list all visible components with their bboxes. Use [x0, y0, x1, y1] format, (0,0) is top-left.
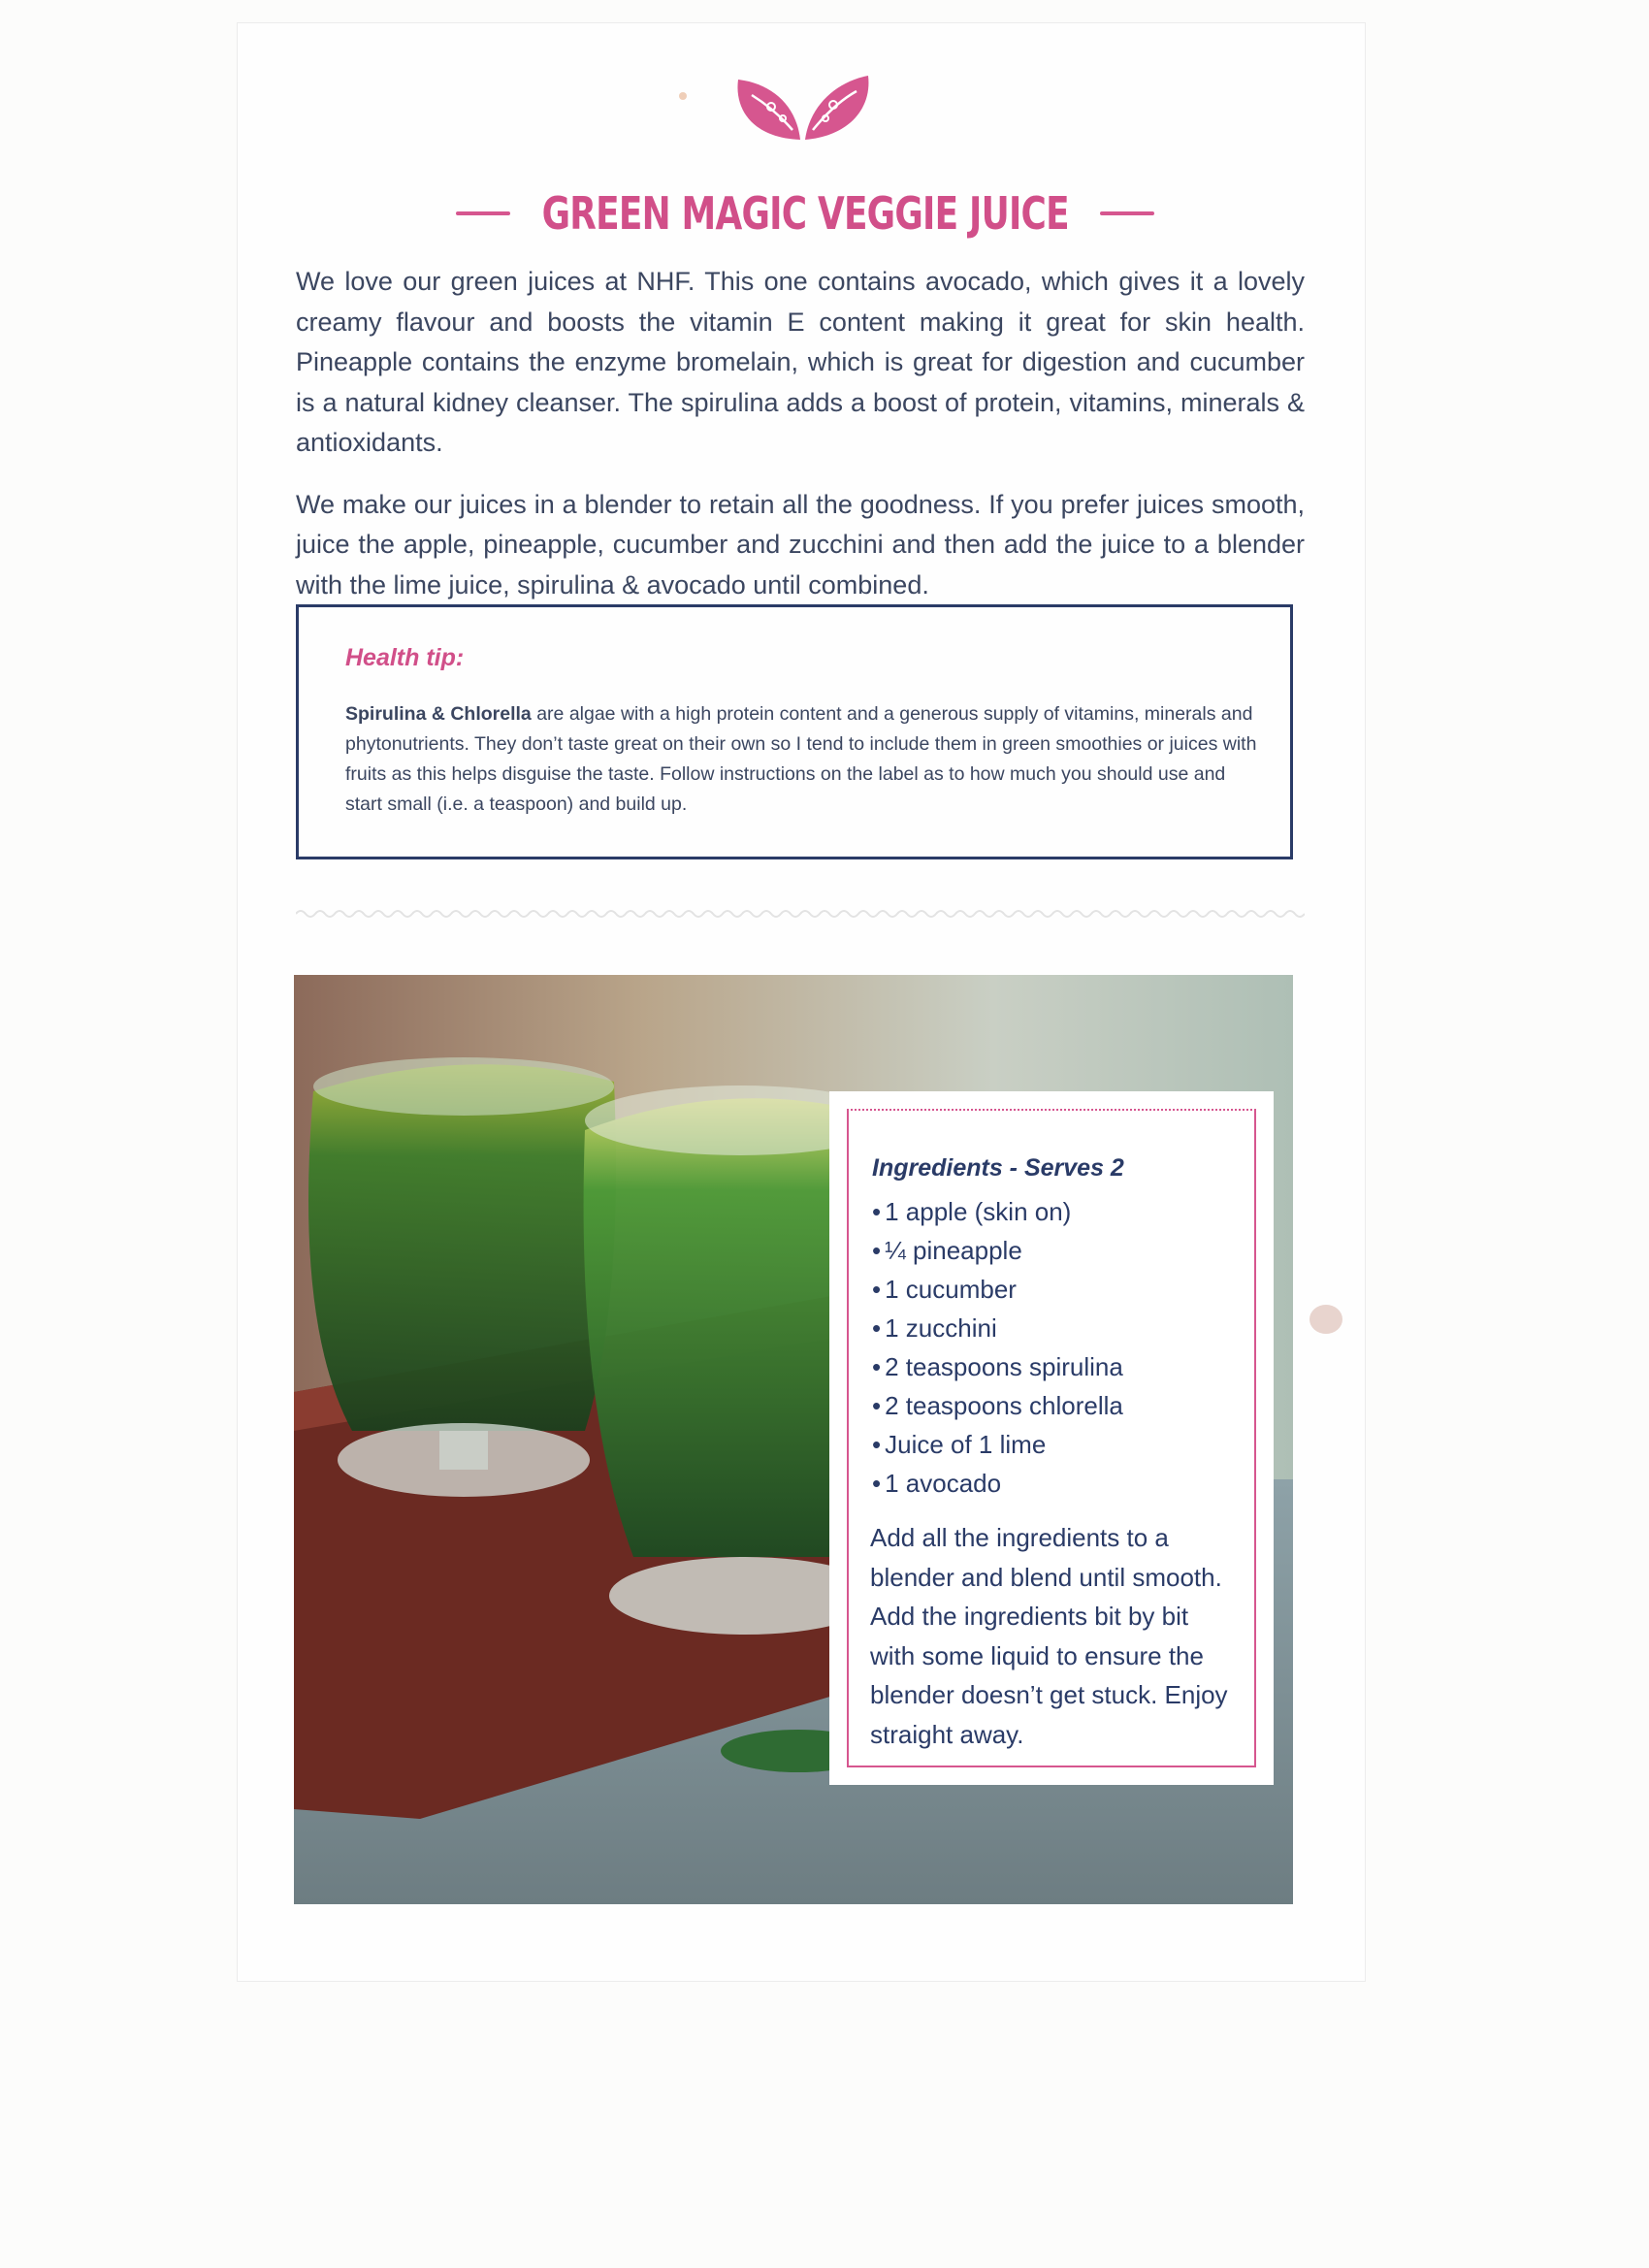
- title-dash-right: [1100, 211, 1154, 215]
- intro-text: [296, 262, 1305, 627]
- recipe-card: [829, 1091, 1274, 1785]
- health-tip-bold-lead: Spirulina & Chlorella: [345, 703, 532, 725]
- ingredient-item: • 1 zucchini: [872, 1309, 1123, 1347]
- health-tip-box: [296, 604, 1293, 859]
- ingredient-item: • 1 apple (skin on): [872, 1192, 1123, 1231]
- ingredient-item: • Juice of 1 lime: [872, 1425, 1123, 1464]
- leaves-icon: [732, 70, 873, 143]
- intro-paragraph-1: We love our green juices at NHF. This one contains avocado, which gives it a lovely creamy flavour and boosts the vitamin E content making it great for skin health. Pineapple contains the enzyme bromelain, which is great for digestion and cucumber is a natural kidney cleanser. The spirulina adds a boost of protein, vitamins, minerals & antioxidants.: [296, 267, 1305, 457]
- health-tip-text: [345, 699, 1257, 820]
- paper-smudge: [679, 92, 687, 100]
- paper-smudge: [1310, 1305, 1342, 1334]
- ingredient-item: • ¼ pineapple: [872, 1231, 1123, 1270]
- ingredient-item: • 2 teaspoons chlorella: [872, 1386, 1123, 1425]
- health-tip-title: Health tip:: [345, 644, 465, 671]
- ingredient-item: • 1 cucumber: [872, 1270, 1123, 1309]
- recipe-title: GREEN MAGIC VEGGIE JUICE: [541, 187, 1069, 240]
- method-text: Add all the ingredients to a blender and blend until smooth. Add the ingredients bit by bit with some liquid to ensure the blender doesn’t get stuck. Enjoy straight away.: [870, 1523, 1228, 1749]
- ingredient-item: • 2 teaspoons spirulina: [872, 1347, 1123, 1386]
- ingredients-list: [872, 1192, 1123, 1503]
- ingredients-heading: Ingredients - Serves 2: [872, 1154, 1124, 1182]
- title-row: [456, 179, 1154, 247]
- title-dash-left: [456, 211, 510, 215]
- ingredient-item: • 1 avocado: [872, 1464, 1123, 1503]
- health-tip-body: are algae with a high protein content and a generous supply of vitamins, minerals and phytonutrients. They don’t taste great on their own so I tend to include them in green smoothies or juices with fruits as this helps disguise the taste. Follow instructions on the label as to how much you should use and start small (i.e. a teaspoon) and build up.: [345, 703, 1257, 815]
- wavy-divider: [296, 907, 1305, 921]
- intro-paragraph-2: We make our juices in a blender to retain all the goodness. If you prefer juices smooth, juice the apple, pineapple, cucumber and zucchini and then add the juice to a blender with the lime juice, spirulina & avocado until combined.: [296, 489, 1305, 599]
